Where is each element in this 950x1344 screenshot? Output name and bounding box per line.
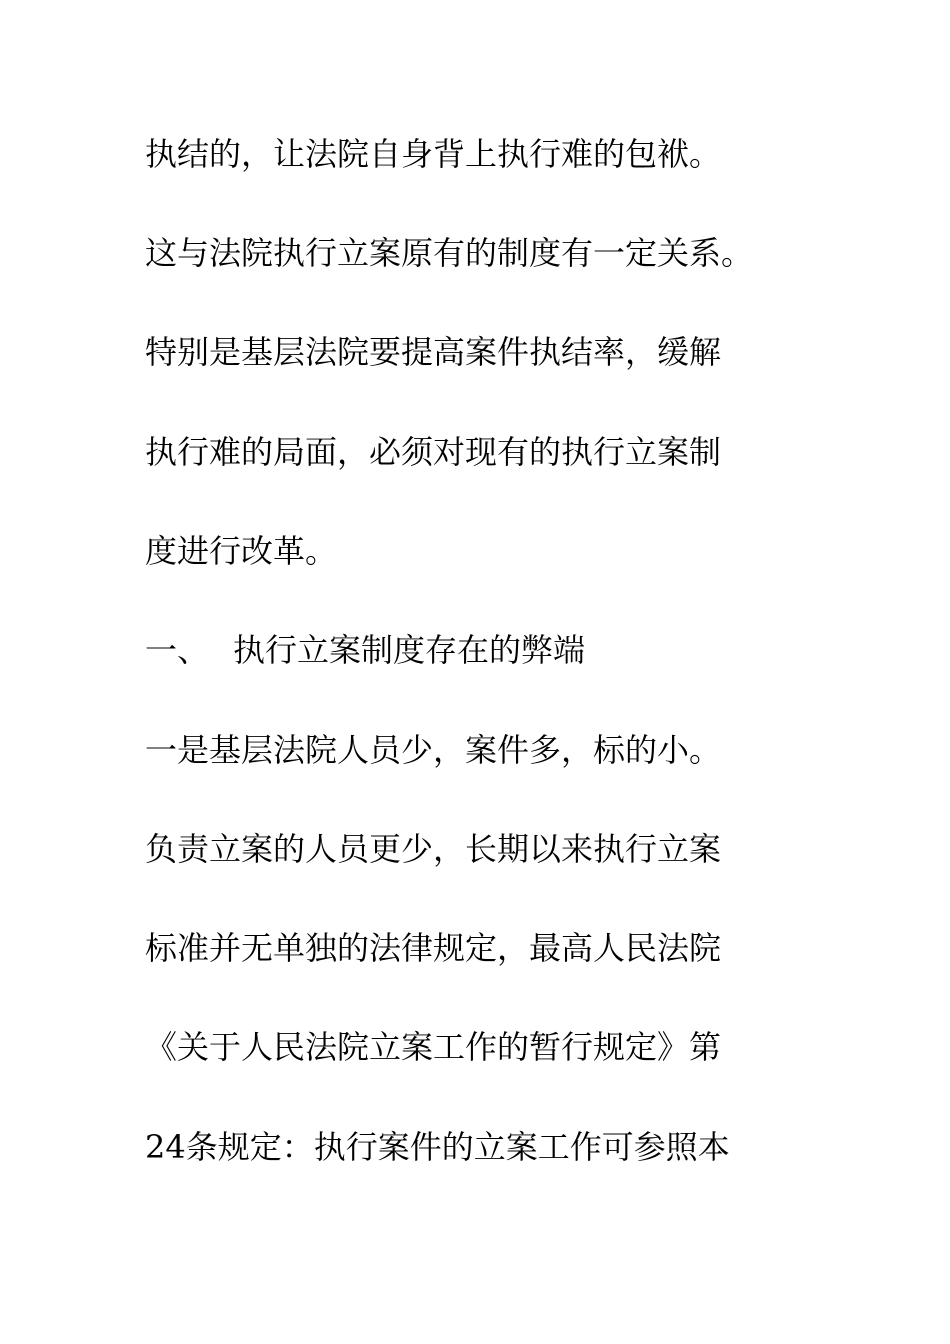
body-text-line: 一是基层法院人员少，案件多，标的小。 bbox=[145, 731, 722, 769]
section-heading-title: 执行立案制度存在的弊端 bbox=[233, 631, 586, 669]
section-heading bbox=[145, 630, 585, 670]
body-text-line: 执结的，让法院自身背上执行难的包袱。 bbox=[145, 135, 722, 173]
body-text-line: 这与法院执行立案原有的制度有一定关系。 bbox=[145, 234, 754, 272]
body-text-line: 《关于人民法院立案工作的暂行规定》第 bbox=[145, 1028, 722, 1066]
body-text-line: 执行难的局面，必须对现有的执行立案制 bbox=[145, 433, 722, 471]
body-text-line: 标准并无单独的法律规定，最高人民法院 bbox=[145, 929, 722, 967]
section-heading-number: 一、 bbox=[145, 631, 210, 669]
body-text-line: 度进行改革。 bbox=[145, 532, 338, 570]
body-text-line: 24条规定：执行案件的立案工作可参照本 bbox=[145, 1128, 730, 1166]
body-text-line: 负责立案的人员更少，长期以来执行立案 bbox=[145, 830, 722, 868]
body-text-line: 特别是基层法院要提高案件执结率，缓解 bbox=[145, 333, 722, 371]
